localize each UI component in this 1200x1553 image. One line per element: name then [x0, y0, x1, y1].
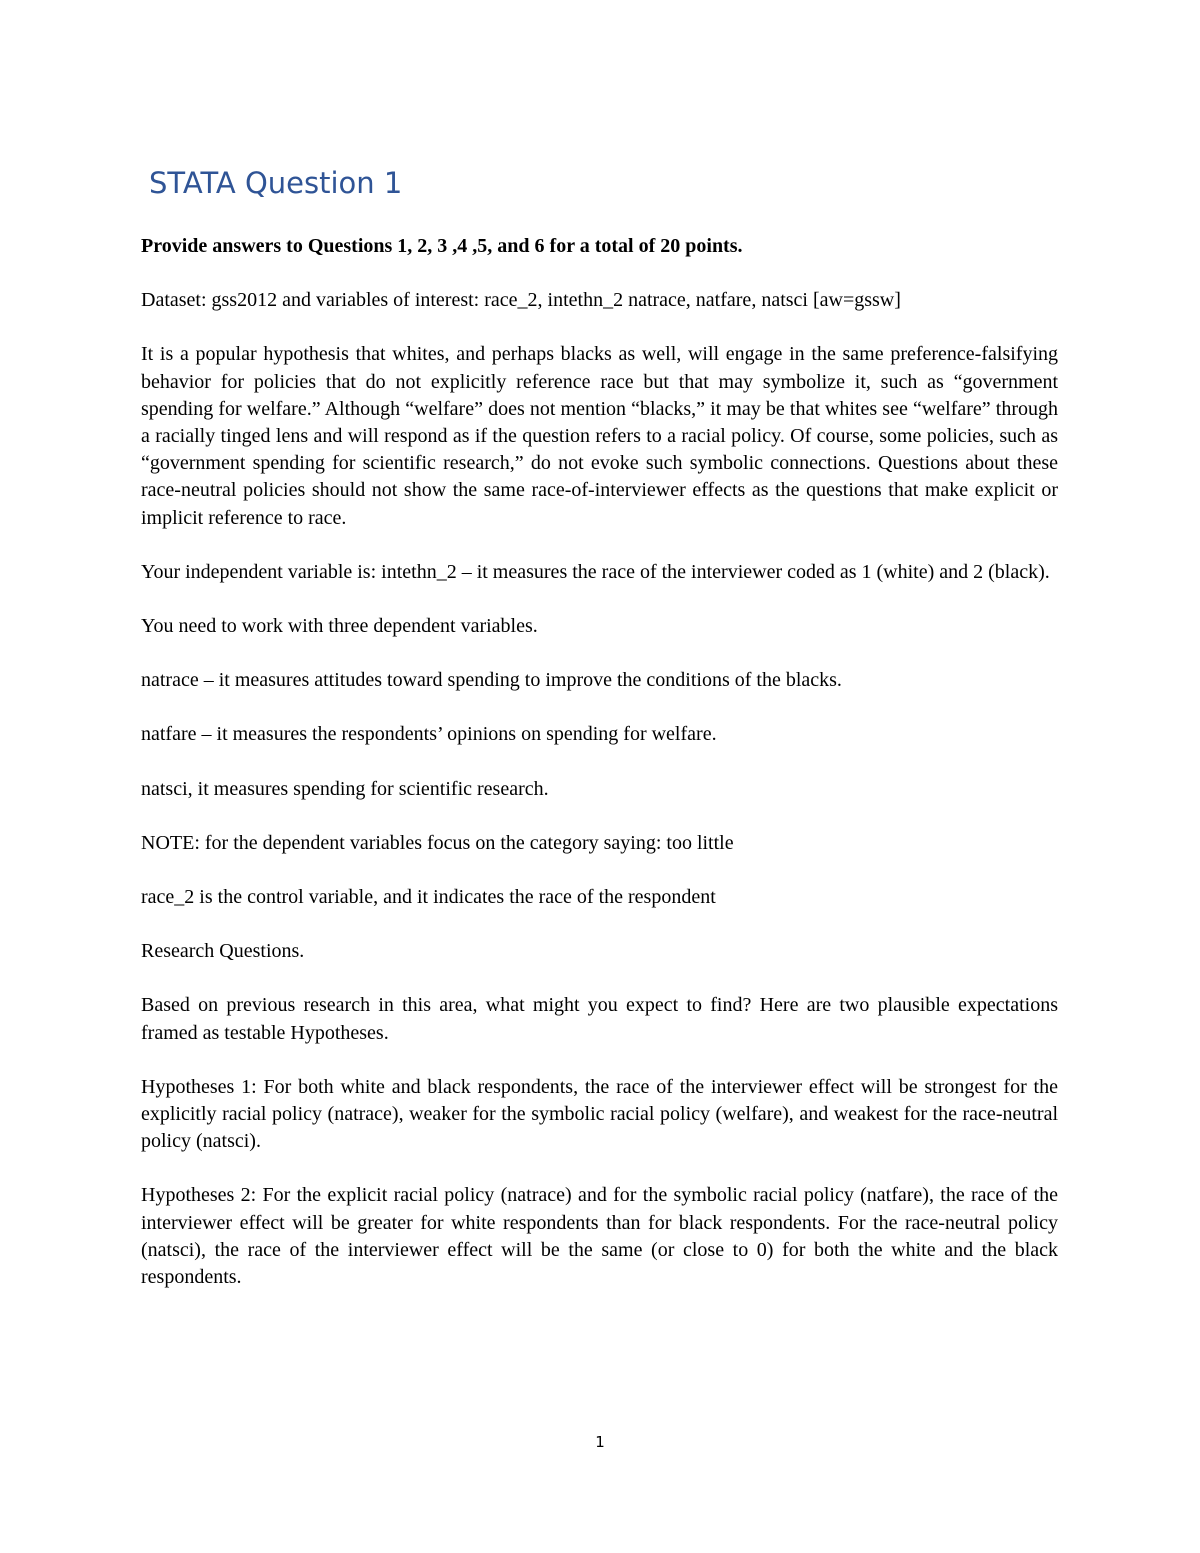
- expectations-paragraph: Based on previous research in this area, what might you expect to find? Here are two plausible expectations framed as testable Hypotheses.: [141, 994, 1058, 1044]
- natfare-paragraph: natfare – it measures the respondents’ opinions on spending for welfare.: [141, 723, 717, 746]
- dependent-variables-intro: You need to work with three dependent variables.: [141, 615, 538, 638]
- note-paragraph: NOTE: for the dependent variables focus on the category saying: too little: [141, 831, 734, 854]
- page-title: STATA Question 1: [149, 166, 403, 200]
- independent-variable-paragraph: Your independent variable is: intethn_2 – it measures the race of the interviewer coded as 1 (white) and 2 (black).: [141, 560, 1050, 583]
- research-questions-heading: Research Questions.: [141, 940, 305, 963]
- page-number: 1: [595, 1433, 605, 1451]
- instructions-paragraph: Provide answers to Questions 1, 2, 3 ,4 ,5, and 6 for a total of 20 points.: [141, 235, 743, 257]
- natrace-paragraph: natrace – it measures attitudes toward spending to improve the conditions of the blacks.: [141, 669, 842, 692]
- document-body: [141, 163, 1058, 1318]
- hypothesis-1-paragraph: Hypotheses 1: For both white and black respondents, the race of the interviewer effect will be strongest for the explicitly racial policy (natrace), weaker for the symbolic racial policy (welfare), and weakest for the race-neutral policy (natsci).: [141, 1075, 1058, 1153]
- natsci-paragraph: natsci, it measures spending for scientific research.: [141, 777, 549, 800]
- dataset-paragraph: Dataset: gss2012 and variables of interest: race_2, intethn_2 natrace, natfare, natsci [aw=gssw]: [141, 289, 901, 312]
- hypothesis-background-paragraph: It is a popular hypothesis that whites, and perhaps blacks as well, will engage in the same preference-falsifying behavior for policies that do not explicitly reference race but that may symbolize it, such as “government spending for welfare.” Although “welfare” does not mention “blacks,” it may be that whites see “welfare” through a racially tinged lens and will respond as if the question refers to a racial policy. Of course, some policies, such as “government spending for scientific research,” do not evoke such symbolic connections. Questions about these race-neutral policies should not show the same race-of-interviewer effects as the questions that make explicit or implicit reference to race.: [141, 343, 1058, 529]
- hypothesis-2-paragraph: Hypotheses 2: For the explicit racial policy (natrace) and for the symbolic racial policy (natfare), the race of the interviewer effect will be greater for white respondents than for black respondents. For the race-neutral policy (natsci), the race of the interviewer effect will be the same (or close to 0) for both the white and the black respondents.: [141, 1184, 1058, 1289]
- control-variable-paragraph: race_2 is the control variable, and it indicates the race of the respondent: [141, 886, 716, 909]
